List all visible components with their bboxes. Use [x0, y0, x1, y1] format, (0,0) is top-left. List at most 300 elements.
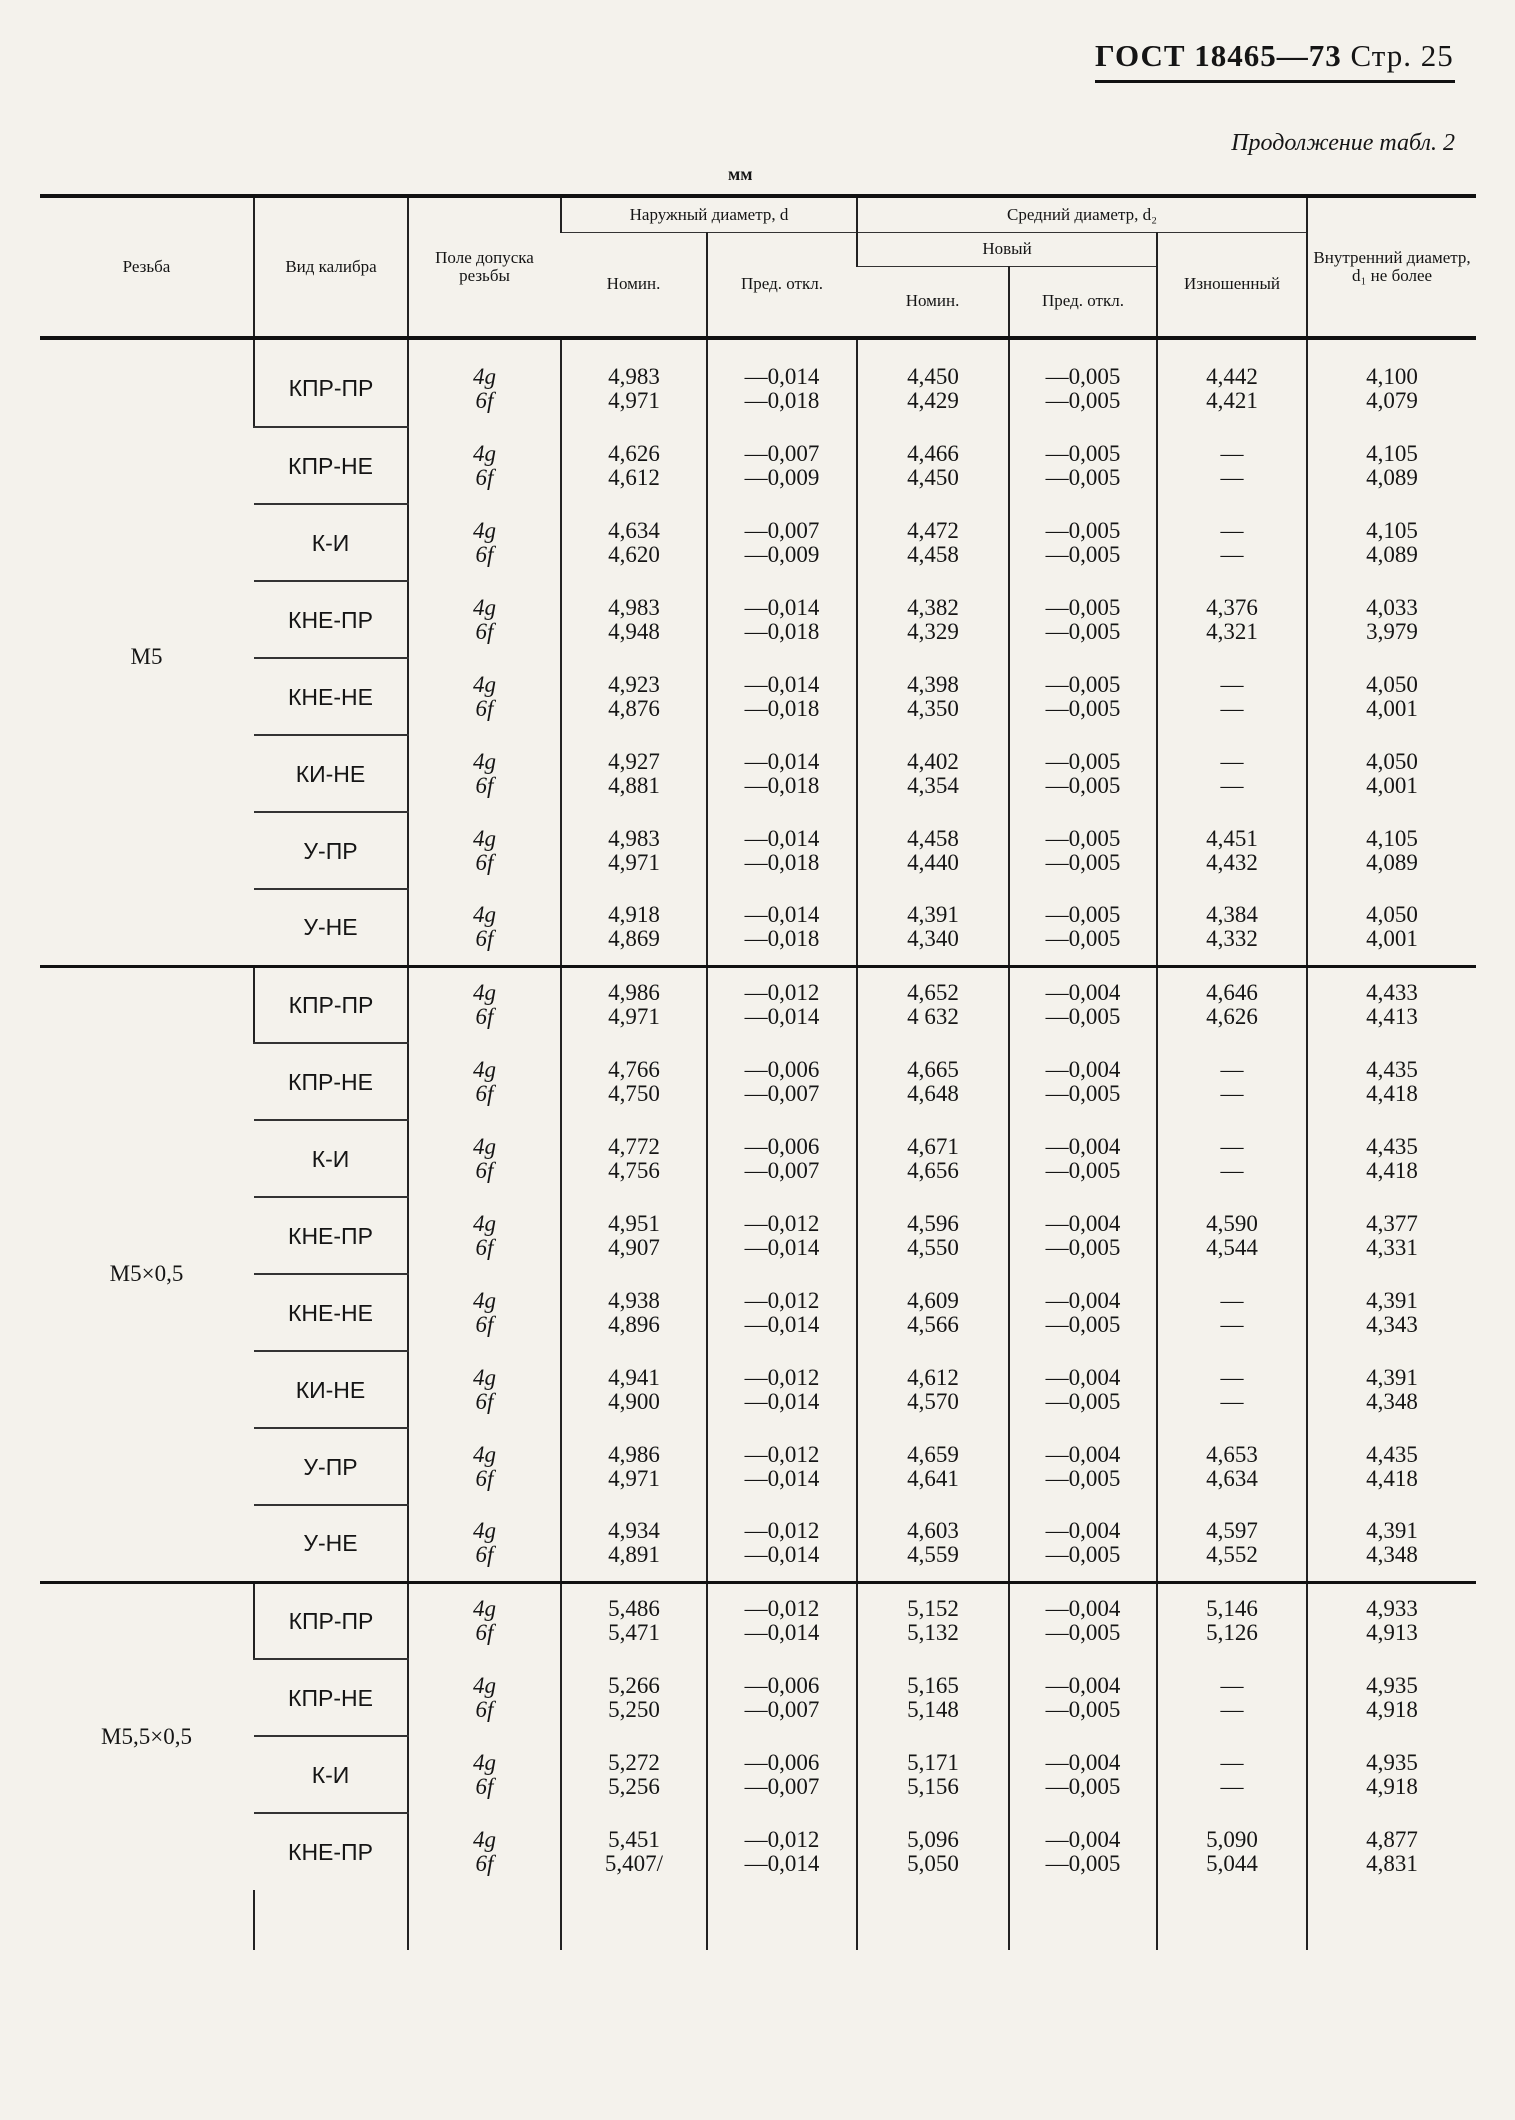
tolerance-cell	[408, 504, 561, 581]
cell-value: 4,089	[1366, 464, 1418, 490]
cell-value: 4,340	[907, 925, 959, 951]
mid-dev-cell	[1009, 1428, 1157, 1505]
mid-worn-cell	[1157, 1274, 1307, 1351]
inner-cell	[1307, 658, 1476, 735]
cell-value: —0,012	[744, 1517, 820, 1543]
cell-value: —0,005	[1045, 1620, 1121, 1646]
cell-value: —	[1220, 464, 1244, 490]
mid-nom-cell	[857, 1736, 1009, 1813]
cell-value: —0,006	[744, 1672, 820, 1698]
outer-nom-cell	[561, 350, 707, 427]
mid-nom-cell	[857, 889, 1009, 966]
cell-value: —0,005	[1045, 541, 1121, 567]
cell-value: 4g	[473, 1133, 496, 1159]
cell-value: 6f	[475, 1004, 494, 1030]
cell-value: 4,391	[907, 901, 959, 927]
cell-value: 4,918	[1366, 1773, 1418, 1799]
cell-value: —0,014	[744, 1620, 820, 1646]
cell-value: —0,005	[1045, 1004, 1121, 1030]
mid-dev-cell	[1009, 966, 1157, 1043]
inner-cell	[1307, 1120, 1476, 1197]
gauge-type: КПР-НЕ	[254, 1659, 408, 1736]
cell-value: 4g	[473, 594, 496, 620]
cell-value: 4g	[473, 440, 496, 466]
cell-value: —0,007	[744, 517, 820, 543]
mid-worn-cell	[1157, 812, 1307, 889]
cell-value: 5,171	[907, 1749, 959, 1775]
table-row	[40, 735, 1476, 812]
cell-value: —0,005	[1045, 1311, 1121, 1337]
outer-nom-cell	[561, 966, 707, 1043]
outer-dev-cell	[707, 1043, 857, 1120]
cell-value: —0,018	[744, 772, 820, 798]
outer-dev-cell	[707, 812, 857, 889]
cell-value: 4g	[473, 825, 496, 851]
cell-value: —0,005	[1045, 925, 1121, 951]
cell-value: 6f	[475, 1620, 494, 1646]
outer-dev-cell	[707, 889, 857, 966]
cell-value: —0,005	[1045, 1388, 1121, 1414]
outer-dev-cell	[707, 966, 857, 1043]
cell-value: 6f	[475, 1311, 494, 1337]
cell-value: —0,014	[744, 594, 820, 620]
cell-value: 4g	[473, 1596, 496, 1622]
tolerance-cell	[408, 1659, 561, 1736]
cell-value: —0,005	[1045, 594, 1121, 620]
mid-nom-cell	[857, 1582, 1009, 1659]
cell-value: 4,001	[1366, 695, 1418, 721]
cell-value: 5,407/	[604, 1850, 664, 1876]
tolerance-cell	[408, 350, 561, 427]
cell-value: 4,332	[1206, 925, 1258, 951]
cell-value: 4,756	[608, 1157, 660, 1183]
cell-value: —	[1220, 1696, 1244, 1722]
cell-value: —	[1220, 695, 1244, 721]
cell-value: —	[1220, 1773, 1244, 1799]
mid-nom-cell	[857, 1813, 1009, 1890]
cell-value: —0,004	[1045, 1056, 1121, 1082]
outer-nom-cell	[561, 658, 707, 735]
cell-value: 4,329	[907, 618, 959, 644]
cell-value: 4g	[473, 671, 496, 697]
outer-nom-cell	[561, 1351, 707, 1428]
mid-worn-cell	[1157, 504, 1307, 581]
cell-value: 4,766	[608, 1056, 660, 1082]
cell-value: 4,429	[907, 387, 959, 413]
cell-value: —0,006	[744, 1056, 820, 1082]
inner-cell	[1307, 1505, 1476, 1582]
cell-value: 5,165	[907, 1672, 959, 1698]
cell-value: 4,458	[907, 541, 959, 567]
mid-nom-cell	[857, 1274, 1009, 1351]
mid-nom-cell	[857, 581, 1009, 658]
cell-value: 4,433	[1366, 980, 1418, 1006]
cell-value: 4,550	[907, 1234, 959, 1260]
table-row	[40, 1120, 1476, 1197]
outer-nom-cell	[561, 504, 707, 581]
cell-value: —0,007	[744, 1157, 820, 1183]
cell-value: —0,012	[744, 1596, 820, 1622]
mid-worn-cell	[1157, 1351, 1307, 1428]
cell-value: 4 632	[907, 1004, 959, 1030]
cell-value: —0,012	[744, 1287, 820, 1313]
cell-value: —0,005	[1045, 387, 1121, 413]
cell-value: —	[1220, 517, 1244, 543]
cell-value: 4,983	[608, 825, 660, 851]
tolerance-cell	[408, 1736, 561, 1813]
col-mid-worn: Изношенный	[1157, 232, 1307, 338]
cell-value: —0,012	[744, 1441, 820, 1467]
cell-value: 5,146	[1206, 1596, 1258, 1622]
cell-value: 4,402	[907, 748, 959, 774]
mid-nom-cell	[857, 658, 1009, 735]
inner-cell	[1307, 581, 1476, 658]
cell-value: 4,934	[608, 1517, 660, 1543]
gauge-type: КНЕ-ПР	[288, 1839, 373, 1865]
tolerance-cell	[408, 1274, 561, 1351]
col-mid-nom: Номин.	[857, 266, 1009, 338]
cell-value: 5,256	[608, 1773, 660, 1799]
table-body	[40, 338, 1476, 1950]
cell-value: 4,612	[907, 1364, 959, 1390]
table-row	[40, 1274, 1476, 1351]
cell-value: 4,983	[608, 594, 660, 620]
cell-value: —0,004	[1045, 1210, 1121, 1236]
mid-worn-cell	[1157, 966, 1307, 1043]
cell-value: 4,634	[608, 517, 660, 543]
mid-worn-cell	[1157, 1120, 1307, 1197]
tolerance-cell	[408, 1582, 561, 1659]
mid-worn-cell	[1157, 889, 1307, 966]
cell-value: 5,266	[608, 1672, 660, 1698]
outer-nom-cell	[561, 1736, 707, 1813]
cell-value: 4,750	[608, 1080, 660, 1106]
table-row	[40, 889, 1476, 966]
table-row	[40, 1428, 1476, 1505]
cell-value: 4,986	[608, 980, 660, 1006]
cell-value: —	[1220, 1157, 1244, 1183]
outer-dev-cell	[707, 504, 857, 581]
outer-dev-cell	[707, 581, 857, 658]
gauge-type: У-НЕ	[254, 1505, 408, 1582]
tolerance-cell	[408, 1043, 561, 1120]
tolerance-cell	[408, 427, 561, 504]
tolerance-cell	[408, 581, 561, 658]
cell-value: —0,012	[744, 1826, 820, 1852]
cell-value: 4g	[473, 980, 496, 1006]
cell-value: 4,597	[1206, 1517, 1258, 1543]
outer-nom-cell	[561, 1813, 707, 1890]
gauge-type: КИ-НЕ	[254, 1351, 408, 1428]
cell-value: 4,458	[907, 825, 959, 851]
cell-value: 4,440	[907, 849, 959, 875]
mid-dev-cell	[1009, 1582, 1157, 1659]
outer-dev-cell	[707, 1659, 857, 1736]
mid-nom-cell	[857, 350, 1009, 427]
cell-value: 5,044	[1206, 1850, 1258, 1876]
col-outer: Наружный диаметр, d	[561, 196, 857, 232]
cell-value: 4,105	[1366, 440, 1418, 466]
cell-value: 4,100	[1366, 363, 1418, 389]
cell-value: —0,005	[1045, 1080, 1121, 1106]
outer-nom-cell	[561, 1197, 707, 1274]
inner-cell	[1307, 427, 1476, 504]
inner-cell	[1307, 1351, 1476, 1428]
mid-worn-cell	[1157, 658, 1307, 735]
cell-value: 4,971	[608, 1004, 660, 1030]
inner-cell	[1307, 1274, 1476, 1351]
mid-dev-cell	[1009, 658, 1157, 735]
cell-value: 4g	[473, 1210, 496, 1236]
thread-label: М5,5×0,5	[101, 1723, 192, 1749]
inner-cell	[1307, 504, 1476, 581]
col-outer-dev: Пред. откл.	[707, 232, 857, 338]
cell-value: 4,105	[1366, 825, 1418, 851]
cell-value: 4,918	[608, 901, 660, 927]
cell-value: 4g	[473, 1287, 496, 1313]
outer-nom-cell	[561, 581, 707, 658]
mid-worn-cell	[1157, 735, 1307, 812]
cell-value: 4,343	[1366, 1311, 1418, 1337]
inner-cell	[1307, 350, 1476, 427]
cell-value: —0,005	[1045, 671, 1121, 697]
gauge-type: КНЕ-ПР	[254, 581, 408, 658]
mid-worn-cell	[1157, 1659, 1307, 1736]
outer-dev-cell	[707, 1274, 857, 1351]
tolerance-cell	[408, 735, 561, 812]
tolerance-cell	[408, 966, 561, 1043]
mid-dev-cell	[1009, 735, 1157, 812]
table-row	[40, 812, 1476, 889]
cell-value: 4,418	[1366, 1157, 1418, 1183]
cell-value: 4,382	[907, 594, 959, 620]
cell-value: 4,659	[907, 1441, 959, 1467]
cell-value: 4,451	[1206, 825, 1258, 851]
mid-worn-cell	[1157, 1043, 1307, 1120]
cell-value: 4g	[473, 1672, 496, 1698]
cell-value: —0,007	[744, 1773, 820, 1799]
cell-value: —0,004	[1045, 1441, 1121, 1467]
inner-cell	[1307, 735, 1476, 812]
mid-dev-cell	[1009, 1659, 1157, 1736]
cell-value: 4,603	[907, 1517, 959, 1543]
inner-cell	[1307, 1428, 1476, 1505]
outer-dev-cell	[707, 1505, 857, 1582]
cell-value: 4,079	[1366, 387, 1418, 413]
outer-dev-cell	[707, 1582, 857, 1659]
cell-value: 4,933	[1366, 1596, 1418, 1622]
cell-value: —0,014	[744, 1388, 820, 1414]
cell-value: —0,014	[744, 901, 820, 927]
mid-dev-cell	[1009, 1274, 1157, 1351]
cell-value: 4,544	[1206, 1234, 1258, 1260]
cell-value: 4,626	[608, 440, 660, 466]
cell-value: 6f	[475, 618, 494, 644]
cell-value: 6f	[475, 1157, 494, 1183]
tolerance-cell	[408, 1120, 561, 1197]
cell-value: 4,896	[608, 1311, 660, 1337]
col-mid-dev: Пред. откл.	[1009, 266, 1157, 338]
outer-nom-cell	[561, 735, 707, 812]
page-number: Стр. 25	[1350, 38, 1454, 73]
table-row	[40, 1659, 1476, 1736]
mid-worn-cell	[1157, 350, 1307, 427]
cell-value: 4,552	[1206, 1541, 1258, 1567]
gauge-table	[40, 194, 1476, 1950]
cell-value: —0,007	[744, 1696, 820, 1722]
cell-value: 4,001	[1366, 772, 1418, 798]
mid-nom-cell	[857, 1120, 1009, 1197]
gauge-type: У-ПР	[254, 1428, 408, 1505]
cell-value: 4,001	[1366, 925, 1418, 951]
mid-dev-cell	[1009, 1813, 1157, 1890]
cell-value: —0,005	[1045, 748, 1121, 774]
outer-nom-cell	[561, 889, 707, 966]
tolerance-cell	[408, 812, 561, 889]
cell-value: 4,648	[907, 1080, 959, 1106]
cell-value: —	[1220, 1287, 1244, 1313]
cell-value: 4,033	[1366, 594, 1418, 620]
cell-value: 4,466	[907, 440, 959, 466]
outer-dev-cell	[707, 1120, 857, 1197]
cell-value: 4,391	[1366, 1287, 1418, 1313]
mid-worn-cell	[1157, 581, 1307, 658]
outer-nom-cell	[561, 1659, 707, 1736]
mid-dev-cell	[1009, 812, 1157, 889]
cell-value: 4,050	[1366, 901, 1418, 927]
cell-value: —	[1220, 1311, 1244, 1337]
outer-dev-cell	[707, 1351, 857, 1428]
mid-nom-cell	[857, 1505, 1009, 1582]
cell-value: 4,935	[1366, 1672, 1418, 1698]
cell-value: —0,007	[744, 440, 820, 466]
cell-value: 4,348	[1366, 1541, 1418, 1567]
cell-value: —0,005	[1045, 901, 1121, 927]
cell-value: 4g	[473, 748, 496, 774]
mid-dev-cell	[1009, 504, 1157, 581]
table-row	[40, 1813, 1476, 1890]
cell-value: —0,005	[1045, 825, 1121, 851]
inner-cell	[1307, 1043, 1476, 1120]
cell-value: 4,566	[907, 1311, 959, 1337]
gauge-type: КНЕ-НЕ	[254, 1274, 408, 1351]
cell-value: —0,006	[744, 1133, 820, 1159]
outer-dev-cell	[707, 427, 857, 504]
col-mid-new: Новый	[857, 232, 1157, 266]
outer-nom-cell	[561, 427, 707, 504]
cell-value: —	[1220, 1080, 1244, 1106]
mid-nom-cell	[857, 1659, 1009, 1736]
mid-dev-cell	[1009, 350, 1157, 427]
cell-value: —	[1220, 772, 1244, 798]
cell-value: 4,656	[907, 1157, 959, 1183]
cell-value: 6f	[475, 387, 494, 413]
cell-value: —0,005	[1045, 1541, 1121, 1567]
cell-value: —	[1220, 541, 1244, 567]
outer-dev-cell	[707, 735, 857, 812]
cell-value: 6f	[475, 1850, 494, 1876]
cell-value: 4,442	[1206, 363, 1258, 389]
tolerance-cell	[408, 889, 561, 966]
cell-value: —0,004	[1045, 1749, 1121, 1775]
gauge-type: КИ-НЕ	[254, 735, 408, 812]
cell-value: 6f	[475, 772, 494, 798]
mid-nom-cell	[857, 1428, 1009, 1505]
gauge-type: У-ПР	[254, 812, 408, 889]
cell-value: 4,354	[907, 772, 959, 798]
cell-value: —	[1220, 1749, 1244, 1775]
mid-nom-cell	[857, 427, 1009, 504]
cell-value: —0,005	[1045, 1773, 1121, 1799]
tolerance-cell	[408, 1813, 561, 1890]
gauge-type: У-НЕ	[254, 889, 408, 966]
cell-value: 4,938	[608, 1287, 660, 1313]
cell-value: 4,831	[1366, 1850, 1418, 1876]
cell-value: 4,421	[1206, 387, 1258, 413]
cell-value: 4,641	[907, 1465, 959, 1491]
cell-value: 4g	[473, 1517, 496, 1543]
cell-value: 5,451	[608, 1826, 660, 1852]
cell-value: —	[1220, 748, 1244, 774]
cell-value: 4,590	[1206, 1210, 1258, 1236]
cell-value: 4,653	[1206, 1441, 1258, 1467]
cell-value: 4,418	[1366, 1080, 1418, 1106]
col-outer-nom: Номин.	[561, 232, 707, 338]
table-row	[40, 1736, 1476, 1813]
gauge-type: КНЕ-ПР	[254, 1197, 408, 1274]
cell-value: 4,869	[608, 925, 660, 951]
cell-value: 6f	[475, 1234, 494, 1260]
cell-value: —0,009	[744, 541, 820, 567]
gauge-type: КПР-НЕ	[254, 1043, 408, 1120]
cell-value: 6f	[475, 1773, 494, 1799]
cell-value: 4,612	[608, 464, 660, 490]
cell-value: —0,004	[1045, 1517, 1121, 1543]
cell-value: 4,620	[608, 541, 660, 567]
cell-value: 4,435	[1366, 1441, 1418, 1467]
inner-cell	[1307, 889, 1476, 966]
gauge-type: КПР-НЕ	[254, 427, 408, 504]
cell-value: 4,350	[907, 695, 959, 721]
gauge-type: К-И	[254, 1120, 408, 1197]
cell-value: —0,014	[744, 1465, 820, 1491]
mid-dev-cell	[1009, 427, 1157, 504]
cell-value: 4,089	[1366, 849, 1418, 875]
mid-nom-cell	[857, 966, 1009, 1043]
cell-value: 5,152	[907, 1596, 959, 1622]
gauge-type: КПР-ПР	[254, 350, 408, 427]
mid-nom-cell	[857, 812, 1009, 889]
cell-value: 4g	[473, 517, 496, 543]
cell-value: —0,005	[1045, 440, 1121, 466]
cell-value: 4,377	[1366, 1210, 1418, 1236]
table-caption: Продолжение табл. 2	[1231, 130, 1455, 156]
cell-value: 4,418	[1366, 1465, 1418, 1491]
cell-value: 6f	[475, 464, 494, 490]
cell-value: 4,900	[608, 1388, 660, 1414]
outer-dev-cell	[707, 1736, 857, 1813]
gauge-type: КПР-ПР	[254, 966, 408, 1043]
cell-value: —0,004	[1045, 1133, 1121, 1159]
cell-value: 4,665	[907, 1056, 959, 1082]
cell-value: 4,935	[1366, 1749, 1418, 1775]
cell-value: 4,432	[1206, 849, 1258, 875]
cell-value: 4,626	[1206, 1004, 1258, 1030]
cell-value: 4g	[473, 1364, 496, 1390]
outer-dev-cell	[707, 1813, 857, 1890]
cell-value: 4,971	[608, 1465, 660, 1491]
cell-value: 4,435	[1366, 1133, 1418, 1159]
